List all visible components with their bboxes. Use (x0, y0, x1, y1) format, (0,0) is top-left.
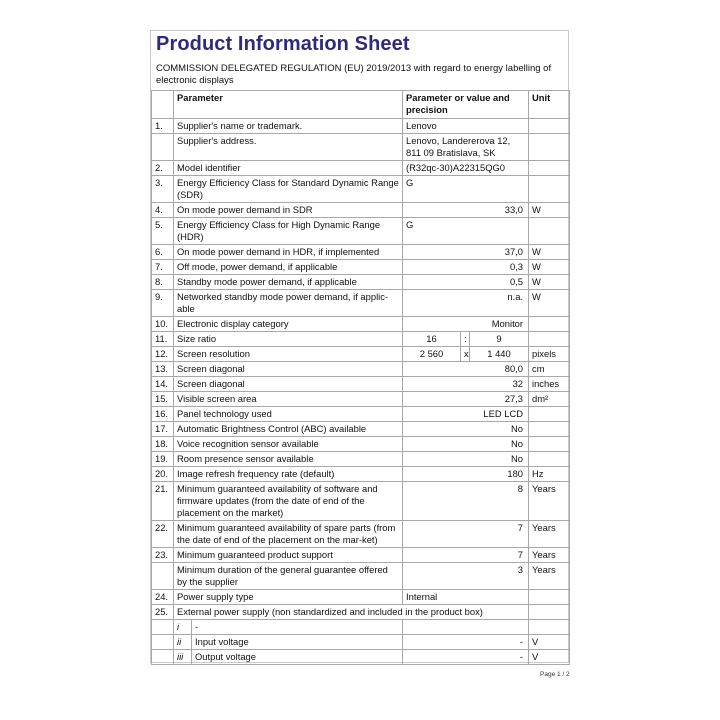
table-row (152, 203, 570, 218)
row-value-a: 16 (403, 332, 461, 347)
subrow-parameter: - (192, 620, 403, 635)
row-unit: Years (529, 563, 570, 590)
table-row (152, 176, 570, 203)
table-row (152, 590, 570, 605)
subrow-unit: V (529, 635, 570, 650)
row-number: 17. (152, 422, 174, 437)
table-subrow (152, 650, 570, 665)
subrow-label: iii (174, 650, 192, 665)
header-value: Parameter or value and precision (403, 91, 529, 119)
row-number (152, 134, 174, 161)
row-parameter: Size ratio (174, 332, 403, 347)
row-unit: pixels (529, 347, 570, 362)
row-value: 33,0 (403, 203, 529, 218)
row-unit (529, 605, 570, 620)
sheet-title: Product Information Sheet (156, 33, 410, 55)
table-row (152, 347, 570, 362)
table-row (152, 362, 570, 377)
table-row (152, 218, 570, 245)
subrow-label: ii (174, 635, 192, 650)
row-parameter: On mode power demand in HDR, if implemented (174, 245, 403, 260)
row-value: 7 (403, 548, 529, 563)
table-row (152, 260, 570, 275)
row-parameter: Networked standby mode power demand, if applic-able (174, 290, 403, 317)
row-parameter: Screen diagonal (174, 362, 403, 377)
row-unit: Years (529, 521, 570, 548)
row-unit: W (529, 290, 570, 317)
row-value: No (403, 437, 529, 452)
table-row (152, 407, 570, 422)
header-parameter: Parameter (174, 91, 403, 119)
row-number: 14. (152, 377, 174, 392)
row-unit (529, 317, 570, 332)
table-row (152, 119, 570, 134)
row-parameter: On mode power demand in SDR (174, 203, 403, 218)
row-parameter: Electronic display category (174, 317, 403, 332)
table-row (152, 422, 570, 437)
row-unit: Years (529, 482, 570, 521)
row-unit: Years (529, 548, 570, 563)
row-value-a: 2 560 (403, 347, 461, 362)
table-row (152, 134, 570, 161)
row-number: 20. (152, 467, 174, 482)
row-number (152, 620, 174, 635)
row-unit (529, 437, 570, 452)
table-header-row (152, 91, 570, 119)
row-value: G (403, 176, 529, 203)
table-row (152, 437, 570, 452)
row-unit (529, 119, 570, 134)
row-value: Lenovo, Landererova 12, 811 09 Bratislava, SK (403, 134, 529, 161)
row-number: 22. (152, 521, 174, 548)
row-parameter: Off mode, power demand, if applicable (174, 260, 403, 275)
row-parameter: Automatic Brightness Control (ABC) available (174, 422, 403, 437)
row-value: 0,5 (403, 275, 529, 290)
row-value-b: 1 440 (470, 347, 529, 362)
row-number: 2. (152, 161, 174, 176)
row-unit (529, 218, 570, 245)
row-unit: inches (529, 377, 570, 392)
subrow-unit (529, 620, 570, 635)
subrow-value: - (403, 635, 529, 650)
row-parameter: Minimum duration of the general guarantee offered by the supplier (174, 563, 403, 590)
table-row (152, 290, 570, 317)
header-unit: Unit (529, 91, 570, 119)
row-unit: Hz (529, 467, 570, 482)
table-row (152, 563, 570, 590)
row-value: No (403, 452, 529, 467)
row-value: Internal (403, 590, 529, 605)
row-value: G (403, 218, 529, 245)
row-number: 8. (152, 275, 174, 290)
row-value: 37,0 (403, 245, 529, 260)
table-row (152, 317, 570, 332)
row-value-separator: : (461, 332, 470, 347)
row-parameter: Standby mode power demand, if applicable (174, 275, 403, 290)
row-number (152, 650, 174, 665)
row-parameter: Voice recognition sensor available (174, 437, 403, 452)
row-number (152, 563, 174, 590)
row-value: (R32qc-30)A22315QG0 (403, 161, 529, 176)
row-unit (529, 161, 570, 176)
sheet-subtitle: COMMISSION DELEGATED REGULATION (EU) 2019/2013 with regard to energy labelling of electronic displays (156, 63, 552, 86)
row-number: 18. (152, 437, 174, 452)
row-parameter: Panel technology used (174, 407, 403, 422)
row-number: 25. (152, 605, 174, 620)
row-parameter: Supplier's address. (174, 134, 403, 161)
row-number: 21. (152, 482, 174, 521)
row-value: 8 (403, 482, 529, 521)
row-parameter: Minimum guaranteed product support (174, 548, 403, 563)
row-number: 4. (152, 203, 174, 218)
row-value-b: 9 (470, 332, 529, 347)
row-value: 180 (403, 467, 529, 482)
table-row (152, 161, 570, 176)
row-unit (529, 407, 570, 422)
row-value: 80,0 (403, 362, 529, 377)
row-number: 24. (152, 590, 174, 605)
parameter-table (151, 90, 570, 665)
table-row (152, 275, 570, 290)
row-value: 0,3 (403, 260, 529, 275)
row-number: 16. (152, 407, 174, 422)
row-number: 9. (152, 290, 174, 317)
row-number (152, 635, 174, 650)
row-value: 27,3 (403, 392, 529, 407)
table-row (152, 332, 570, 347)
subrow-label: i (174, 620, 192, 635)
table-subrow (152, 620, 570, 635)
row-number: 19. (152, 452, 174, 467)
row-value: LED LCD (403, 407, 529, 422)
row-number: 6. (152, 245, 174, 260)
table-row (152, 377, 570, 392)
row-parameter: Visible screen area (174, 392, 403, 407)
row-number: 11. (152, 332, 174, 347)
row-unit: cm (529, 362, 570, 377)
row-unit (529, 176, 570, 203)
row-unit: W (529, 203, 570, 218)
subrow-unit: V (529, 650, 570, 665)
row-unit (529, 452, 570, 467)
table-row (152, 605, 570, 620)
row-parameter: Minimum guaranteed availability of software and firmware updates (from the date of end of the placement on the market) (174, 482, 403, 521)
table-body (152, 119, 570, 665)
row-parameter: Minimum guaranteed availability of spare parts (from the date of end of the placement on the mar-ket) (174, 521, 403, 548)
row-parameter: Supplier's name or trademark. (174, 119, 403, 134)
subrow-value: - (403, 650, 529, 665)
row-number: 12. (152, 347, 174, 362)
row-number: 3. (152, 176, 174, 203)
row-parameter: Screen diagonal (174, 377, 403, 392)
row-unit: W (529, 260, 570, 275)
row-unit (529, 134, 570, 161)
row-parameter: External power supply (non standardized and included in the product box) (174, 605, 529, 620)
row-value: Monitor (403, 317, 529, 332)
row-value: n.a. (403, 290, 529, 317)
row-unit: W (529, 245, 570, 260)
table-row (152, 482, 570, 521)
row-value-separator: x (461, 347, 470, 362)
table-row (152, 521, 570, 548)
table-subrow (152, 635, 570, 650)
row-parameter: Power supply type (174, 590, 403, 605)
table-row (152, 548, 570, 563)
product-information-sheet (150, 30, 569, 663)
row-parameter: Energy Efficiency Class for Standard Dynamic Range (SDR) (174, 176, 403, 203)
row-number: 1. (152, 119, 174, 134)
row-number: 23. (152, 548, 174, 563)
row-number: 13. (152, 362, 174, 377)
table-row (152, 467, 570, 482)
row-number: 15. (152, 392, 174, 407)
row-parameter: Model identifier (174, 161, 403, 176)
row-parameter: Screen resolution (174, 347, 403, 362)
row-value: No (403, 422, 529, 437)
page-number: Page 1 / 2 (540, 671, 570, 678)
row-unit: dm² (529, 392, 570, 407)
row-parameter: Energy Efficiency Class for High Dynamic Range (HDR) (174, 218, 403, 245)
table-row (152, 392, 570, 407)
row-number: 7. (152, 260, 174, 275)
table-row (152, 245, 570, 260)
row-unit: W (529, 275, 570, 290)
row-unit (529, 332, 570, 347)
row-value: 7 (403, 521, 529, 548)
row-number: 5. (152, 218, 174, 245)
subrow-parameter: Output voltage (192, 650, 403, 665)
subrow-value (403, 620, 529, 635)
row-value: 32 (403, 377, 529, 392)
row-unit (529, 422, 570, 437)
row-number: 10. (152, 317, 174, 332)
row-unit (529, 590, 570, 605)
subrow-parameter: Input voltage (192, 635, 403, 650)
table-row (152, 452, 570, 467)
row-value: Lenovo (403, 119, 529, 134)
row-parameter: Room presence sensor available (174, 452, 403, 467)
row-parameter: Image refresh frequency rate (default) (174, 467, 403, 482)
header-number (152, 91, 174, 119)
row-value: 3 (403, 563, 529, 590)
